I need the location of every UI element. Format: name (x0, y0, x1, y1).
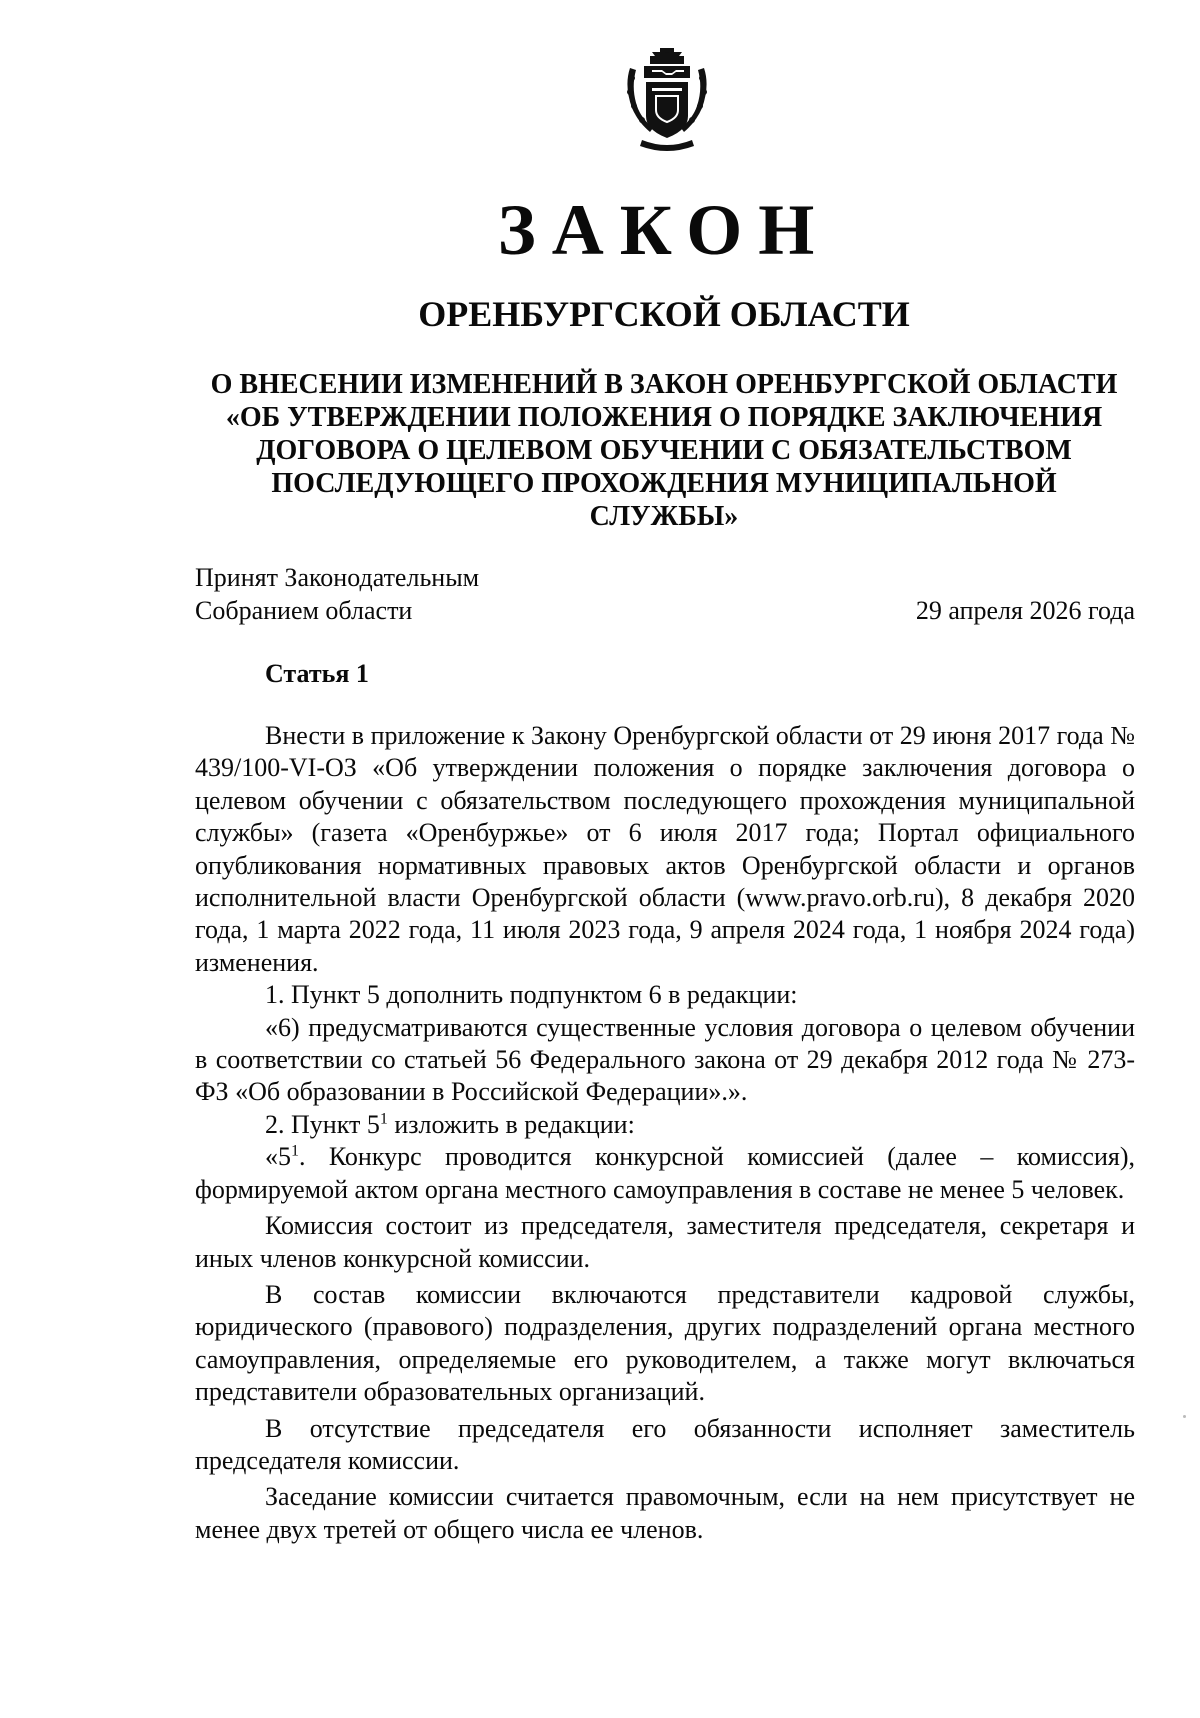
law-name-line: ДОГОВОРА О ЦЕЛЕВОМ ОБУЧЕНИИ С ОБЯЗАТЕЛЬСТВОМ (256, 435, 1072, 466)
item-1: 1. Пункт 5 дополнить подпунктом 6 в редакции: (265, 980, 798, 1010)
paragraph-chair-absence: В отсутствие председателя его обязанности исполняет заместитель председателя комиссии. (195, 1413, 1135, 1475)
paragraph-5-1-superscript: 1 (291, 1142, 299, 1160)
law-name (0, 368, 1200, 533)
item-1-text: «6) предусматриваются существенные условия договора о целевом обучении в соответствии со статьей 56 Федерального закона от 29 декабря 2012 года № 273-ФЗ «Об образовании в Российской Федерации».». (195, 1012, 1135, 1107)
article-title: Статья 1 (265, 659, 369, 688)
article-intro: Внести в приложение к Закону Оренбургской области от 29 июня 2017 года № 439/100-VI-ОЗ «Об утверждении положения о порядке заключения договора о целевом обучении с обязательством последующего прохождения муниципальной службы» (газета «Оренбуржье» от 6 июля 2017 года; Портал официального опубликования нормативных правовых актов Оренбургской области и органов исполнительной власти Оренбургской области (www.pravo.orb.ru), 8 декабря 2020 года, 1 марта 2022 года, 11 июля 2023 года, 9 апреля 2024 года, 1 ноября 2024 года) изменения. (195, 721, 1135, 977)
item-2-suffix: изложить в редакции: (387, 1109, 635, 1139)
law-name-line: СЛУЖБЫ» (589, 501, 739, 532)
adoption-line-1: Принят Законодательным (195, 563, 480, 592)
adoption-date: 29 апреля 2026 года (915, 596, 1135, 625)
paragraph-quorum: Заседание комиссии считается правомочным, если на нем присутствует не менее двух третей от общего числа ее членов. (195, 1482, 1135, 1544)
paragraph-5-1-text: . Конкурс проводится конкурсной комиссией (далее – комиссия), формируемой актом органа местного самоуправления в составе не менее 5 человек. (195, 1142, 1135, 1204)
law-name-line: ПОСЛЕДУЮЩЕГО ПРОХОЖДЕНИЯ МУНИЦИПАЛЬНОЙ (271, 468, 1057, 499)
paragraph-5-1 (195, 1141, 1135, 1206)
coat-of-arms-icon (622, 48, 712, 152)
document-subtitle: ОРЕНБУРГСКОЙ ОБЛАСТИ (418, 294, 910, 334)
adoption-block (195, 561, 1135, 627)
paragraph-commission-members: Комиссия состоит из председателя, заместителя председателя, секретаря и иных членов конкурсной комиссии. (195, 1211, 1135, 1273)
paragraph-5-1-prefix: «5 (265, 1142, 291, 1172)
item-2-superscript: 1 (379, 1110, 388, 1128)
paragraph-commission-composition: В состав комиссии включаются представители кадровой службы, юридического (правового) подразделения, других подразделений органа местного самоуправления, определяемые его руководителем, а также могут включаться представители образовательных организаций. (195, 1279, 1135, 1407)
article-body (195, 720, 1135, 1546)
document-title: ЗАКОН (497, 190, 831, 270)
law-name-line: О ВНЕСЕНИИ ИЗМЕНЕНИЙ В ЗАКОН ОРЕНБУРГСКОЙ ОБЛАСТИ (210, 369, 1118, 400)
scan-speck (1183, 1415, 1186, 1418)
item-2 (195, 1109, 1135, 1141)
law-name-line: «ОБ УТВЕРЖДЕНИИ ПОЛОЖЕНИЯ О ПОРЯДКЕ ЗАКЛЮЧЕНИЯ (225, 402, 1103, 433)
item-2-prefix: 2. Пункт 5 (265, 1109, 380, 1139)
adoption-line-2: Собранием области (195, 596, 413, 625)
